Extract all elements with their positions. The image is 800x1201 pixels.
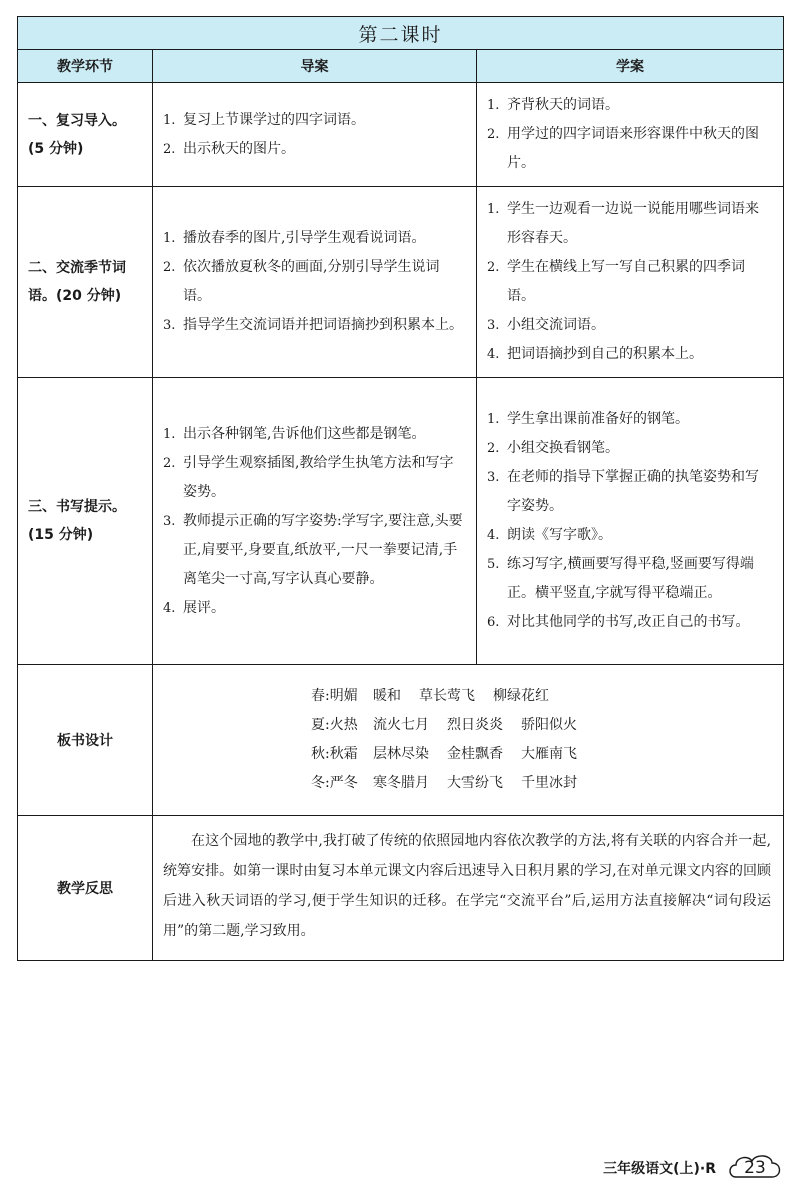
item-text: 小组交流词语。 <box>507 317 605 333</box>
item-number: 2. <box>163 455 176 471</box>
item-text: 复习上节课学过的四字词语。 <box>183 111 365 128</box>
item-text: 指导学生交流词语并把词语摘抄到积累本上。 <box>183 317 463 333</box>
board-term: 烈日炎炎 <box>447 717 503 733</box>
board-season: 夏:火热 <box>311 717 358 733</box>
board-season: 秋:秋霜 <box>311 746 358 762</box>
guide-cell <box>153 378 477 665</box>
list-item <box>487 120 771 178</box>
board-line <box>311 740 783 769</box>
item-number: 3. <box>487 318 500 333</box>
item-number: 2. <box>487 260 500 275</box>
stage-name: 二、交流季节词语。(20 分钟) <box>28 260 126 304</box>
title-row <box>18 17 784 50</box>
item-number: 1. <box>163 426 176 442</box>
list-item <box>163 224 464 253</box>
board-term: 骄阳似火 <box>521 717 577 733</box>
item-text: 齐背秋天的词语。 <box>507 97 619 113</box>
list-item <box>487 608 771 637</box>
board-content <box>153 665 784 816</box>
item-text: 教师提示正确的写字姿势:学写字,要注意,头要正,肩要平,身要直,纸放平,一尺一拳要记清,手离笔尖一寸高,写字认真心要静。 <box>183 512 463 587</box>
item-text: 出示秋天的图片。 <box>183 140 295 157</box>
item-number: 6. <box>487 615 500 630</box>
item-text: 练习写字,横画要写得平稳,竖画要写得端正。横平竖直,字就写得平稳端正。 <box>507 556 754 601</box>
item-text: 播放春季的图片,引导学生观看说词语。 <box>183 230 426 246</box>
list-item <box>163 135 464 164</box>
stage-name: 一、复习导入。 <box>28 112 126 129</box>
item-number: 2. <box>487 441 500 456</box>
list-item <box>163 253 464 311</box>
guide-list <box>163 224 464 340</box>
board-season: 春:明媚 <box>311 688 358 704</box>
learn-cell <box>477 83 784 187</box>
item-text: 把词语摘抄到自己的积累本上。 <box>507 346 703 362</box>
item-number: 1. <box>163 112 176 128</box>
list-item <box>487 195 771 253</box>
item-text: 学生在横线上写一写自己积累的四季词语。 <box>507 259 745 304</box>
stage-name: 三、书写提示。 <box>28 499 126 515</box>
item-text: 在老师的指导下掌握正确的执笔姿势和写字姿势。 <box>507 469 759 514</box>
board-term: 柳绿花红 <box>493 688 549 704</box>
list-item <box>163 449 464 507</box>
list-item <box>487 434 771 463</box>
board-term: 暖和 <box>373 688 401 704</box>
board-term: 大雪纷飞 <box>447 775 503 791</box>
item-number: 1. <box>163 231 176 246</box>
stage-time: (15 分钟) <box>28 527 94 543</box>
item-number: 2. <box>163 141 176 157</box>
list-item <box>163 594 464 623</box>
lesson-plan-table <box>17 16 784 961</box>
reflection-text: 在这个园地的教学中,我打破了传统的依照园地内容依次教学的方法,将有关联的内容合并一起,统筹安排。如第一课时由复习本单元课文内容后迅速导入日积月累的学习,在对单元课文内容的回顾后进入秋天词语的学习,便于学生知识的迁移。在学完“交流平台”后,运用方法直接解决“词句段运用”的第二题,学习致用。 <box>163 833 772 939</box>
item-text: 依次播放夏秋冬的画面,分别引导学生说词语。 <box>183 259 440 304</box>
item-number: 1. <box>487 98 500 113</box>
item-text: 对比其他同学的书写,改正自己的书写。 <box>507 614 750 630</box>
list-item <box>487 311 771 340</box>
board-lines <box>311 682 783 798</box>
item-text: 出示各种钢笔,告诉他们这些都是钢笔。 <box>183 425 426 442</box>
board-line <box>311 682 783 711</box>
item-text: 展评。 <box>183 599 225 616</box>
board-term: 层林尽染 <box>373 746 429 762</box>
list-item <box>163 311 464 340</box>
item-text: 学生一边观看一边说一说能用哪些词语来形容春天。 <box>507 201 759 246</box>
page-number-badge <box>726 1151 784 1185</box>
board-term: 金桂飘香 <box>447 746 503 762</box>
stage-name-cell <box>18 378 153 665</box>
list-item <box>163 106 464 135</box>
list-item <box>163 507 464 594</box>
header-row <box>18 50 784 83</box>
learn-list <box>487 195 771 369</box>
learn-cell <box>477 187 784 378</box>
reflection-row <box>18 816 784 961</box>
board-season: 冬:严冬 <box>311 775 358 791</box>
item-text: 学生拿出课前准备好的钢笔。 <box>507 411 689 427</box>
learn-cell <box>477 378 784 665</box>
guide-list <box>163 106 464 164</box>
learn-list <box>487 91 771 178</box>
header-stage: 教学环节 <box>18 50 153 83</box>
reflection-label: 教学反思 <box>18 816 153 961</box>
header-guide: 导案 <box>153 50 477 83</box>
book-title: 三年级语文(上)·R <box>603 1161 716 1177</box>
board-line <box>311 711 783 740</box>
guide-cell <box>153 187 477 378</box>
board-term: 大雁南飞 <box>521 746 577 762</box>
stage-row <box>18 187 784 378</box>
item-text: 引导学生观察插图,教给学生执笔方法和写字姿势。 <box>183 454 454 500</box>
list-item <box>163 420 464 449</box>
guide-cell <box>153 83 477 187</box>
item-text: 小组交换看钢笔。 <box>507 440 619 456</box>
stage-row <box>18 378 784 665</box>
item-number: 1. <box>487 202 500 217</box>
item-number: 4. <box>487 347 500 362</box>
item-number: 2. <box>163 260 176 275</box>
list-item <box>487 405 771 434</box>
list-item <box>487 521 771 550</box>
board-term: 寒冬腊月 <box>373 775 429 791</box>
guide-list <box>163 420 464 623</box>
list-item <box>487 550 771 608</box>
board-term: 流火七月 <box>373 717 429 733</box>
item-number: 3. <box>163 318 176 333</box>
stage-row <box>18 83 784 187</box>
stage-time: (5 分钟) <box>28 140 84 157</box>
list-item <box>487 463 771 521</box>
item-text: 朗读《写字歌》。 <box>507 527 612 543</box>
board-line <box>311 769 783 798</box>
learn-list <box>487 405 771 637</box>
reflection-cell <box>153 816 784 961</box>
item-number: 1. <box>487 412 500 427</box>
board-row <box>18 665 784 816</box>
page-footer <box>603 1148 784 1188</box>
stage-name-cell <box>18 83 153 187</box>
item-number: 3. <box>487 470 500 485</box>
list-item <box>487 340 771 369</box>
board-term: 千里冰封 <box>521 775 577 791</box>
item-number: 2. <box>487 127 500 142</box>
list-item <box>487 91 771 120</box>
item-text: 用学过的四字词语来形容课件中秋天的图片。 <box>507 126 759 171</box>
page-number: 23 <box>744 1158 766 1178</box>
board-term: 草长莺飞 <box>419 688 475 704</box>
stage-name-cell <box>18 187 153 378</box>
lesson-title: 第二课时 <box>18 17 784 50</box>
board-label: 板书设计 <box>18 665 153 816</box>
list-item <box>487 253 771 311</box>
header-learn: 学案 <box>477 50 784 83</box>
item-number: 3. <box>163 513 176 529</box>
item-number: 4. <box>163 600 176 616</box>
item-number: 5. <box>487 557 500 572</box>
item-number: 4. <box>487 528 500 543</box>
